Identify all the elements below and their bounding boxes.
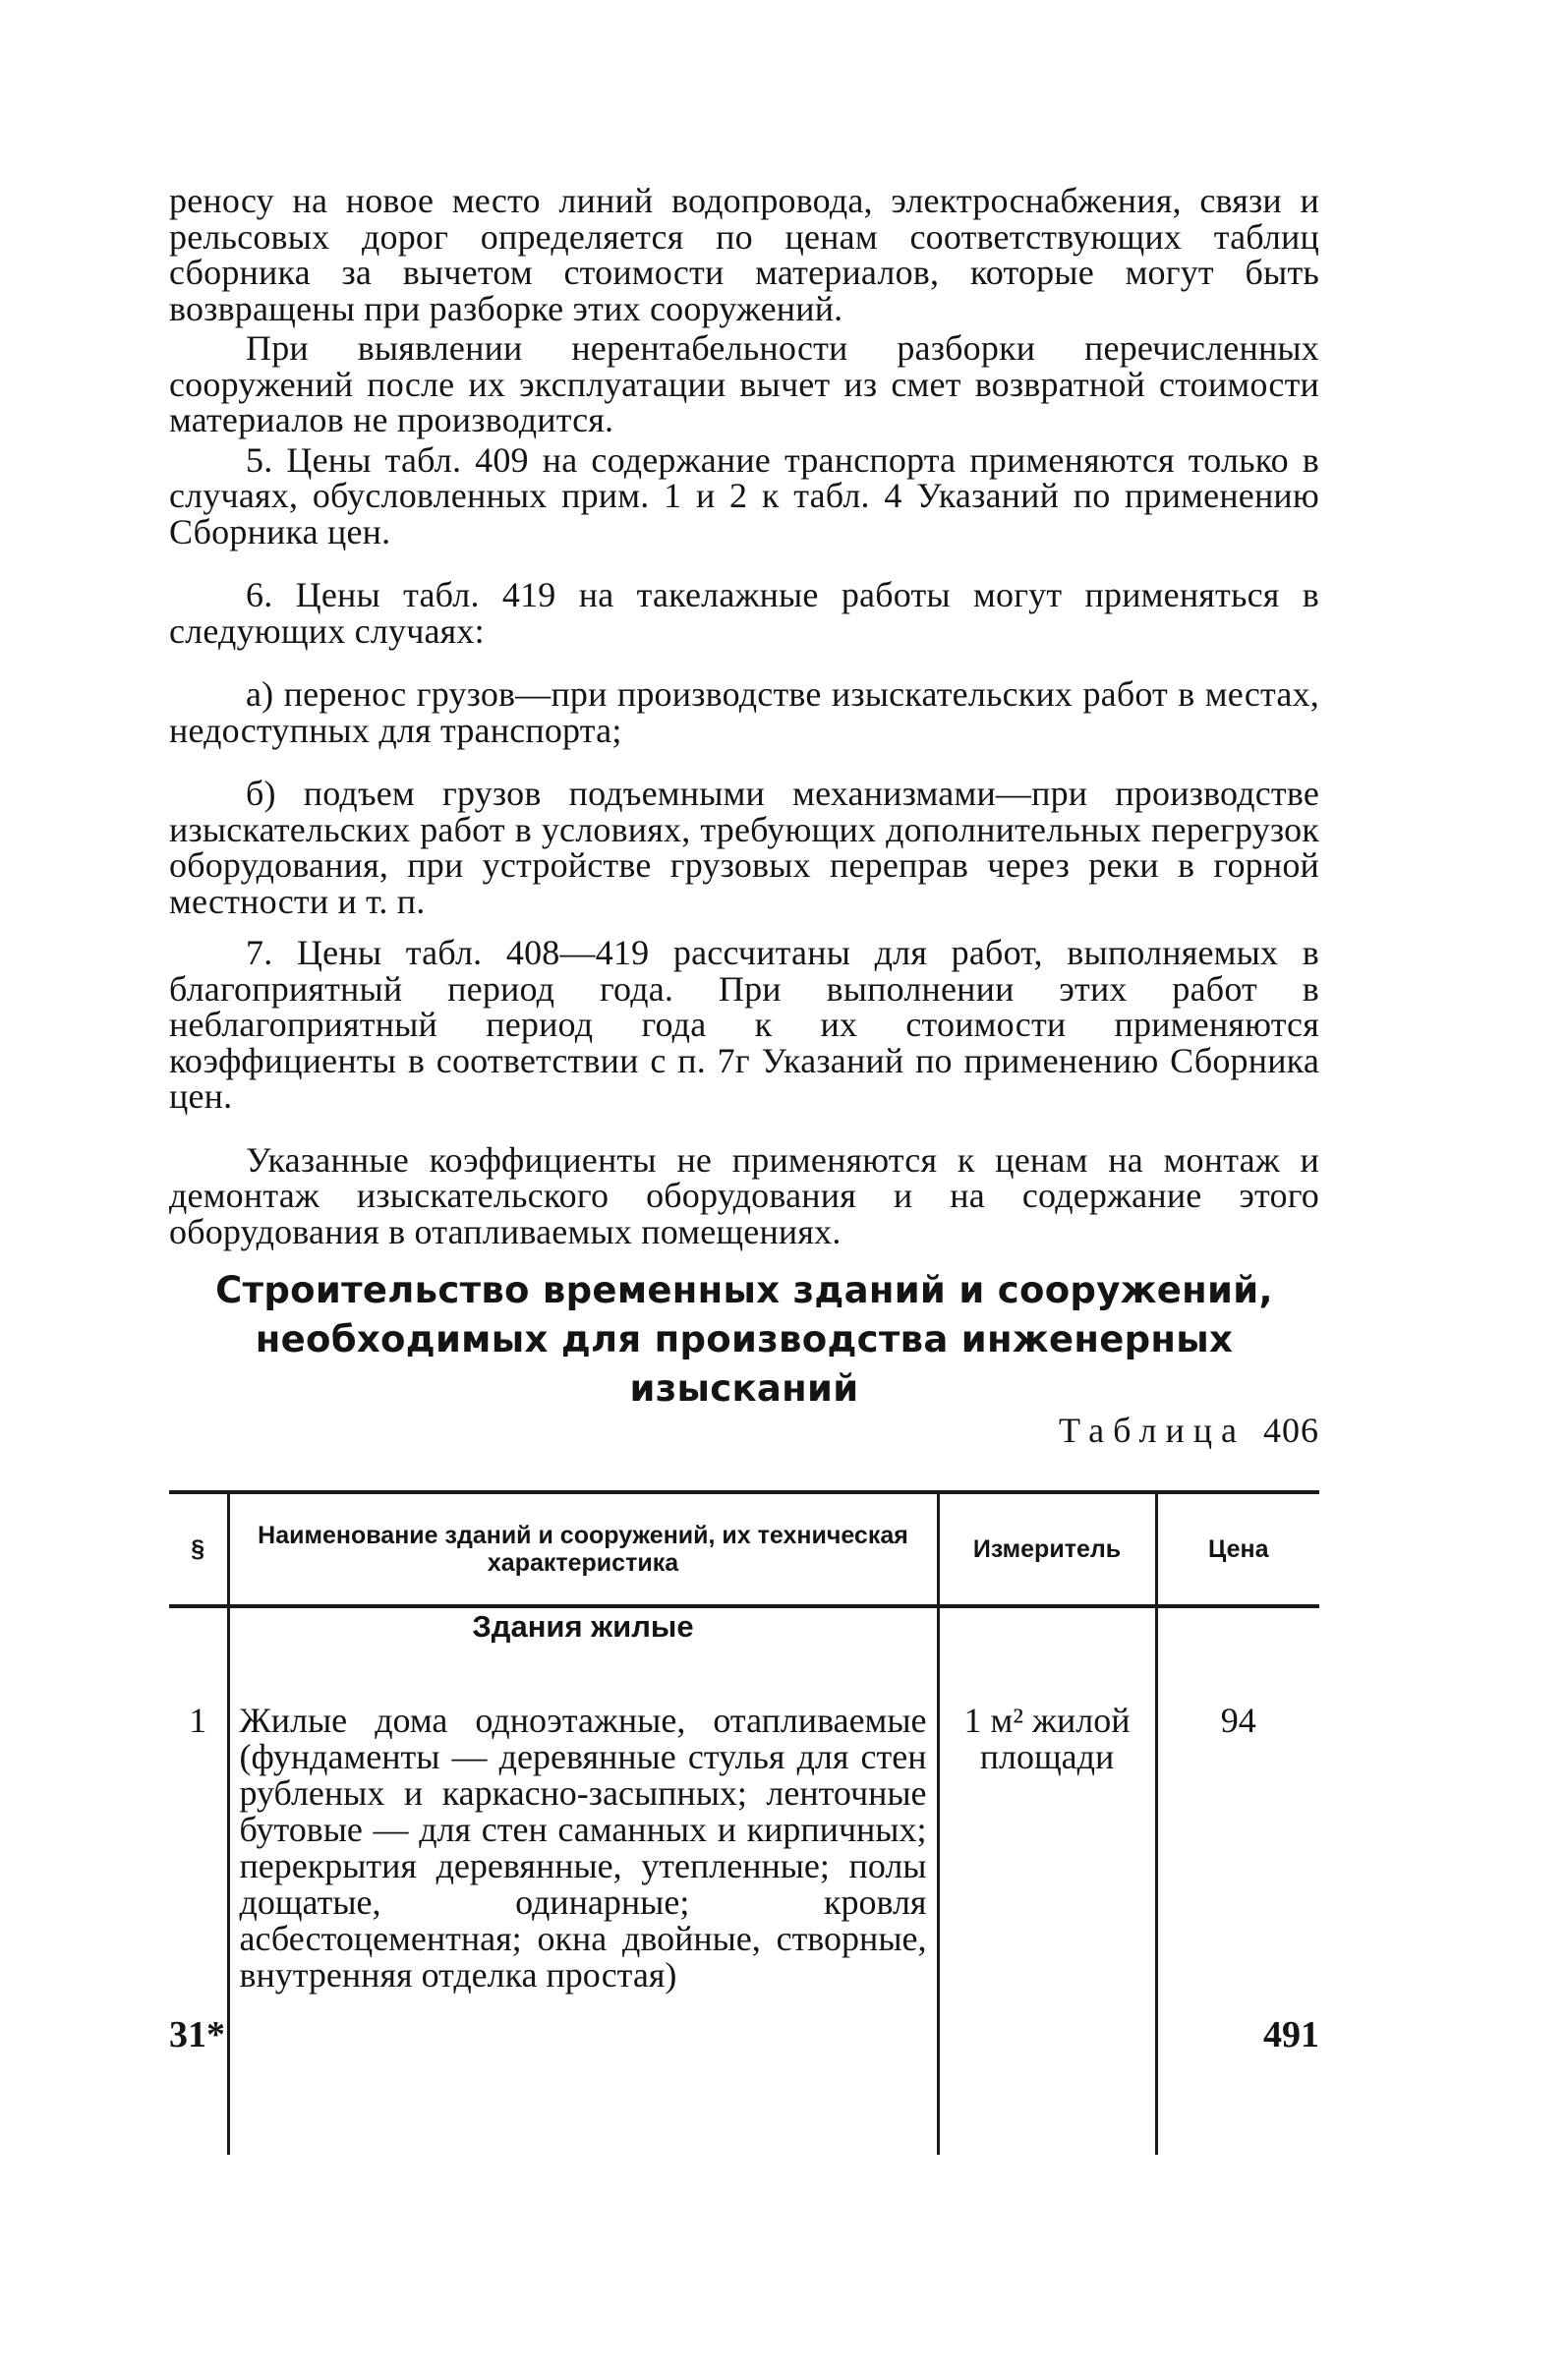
header-unit: Измеритель <box>938 1492 1156 1606</box>
row-section: 1 <box>189 1701 207 1740</box>
header-section: § <box>169 1492 228 1606</box>
group-cell-title <box>228 1606 938 1703</box>
section-title-line-1: Строительство временных зданий и сооружений, <box>215 1269 1273 1311</box>
footer-page-number: 491 <box>1263 2014 1319 2055</box>
group-row <box>169 1606 1319 1703</box>
table-label <box>1059 1410 1319 1451</box>
group-title: Здания жилые <box>472 1609 694 1644</box>
footer-signature: 31* <box>169 2014 225 2055</box>
paragraph-item-6: 6. Цены табл. 419 на такелажные работы могут применяться в следующих случаях: <box>169 575 1319 651</box>
group-cell-empty <box>938 1606 1156 1703</box>
paragraph-item-5: 5. Цены табл. 409 на содержание транспорта применяются только в случаях, обусловленных прим. 1 и 2 к табл. 4 Указаний по применению Сборника цен. <box>169 439 1319 551</box>
paragraph-unprofitable-dismantling: При выявлении нерентабельности разборки перечисленных сооружений после их эксплуатации вычет из смет возвратной стоимости материалов не производится. <box>169 328 1319 439</box>
section-title <box>169 1266 1319 1414</box>
table-header-row <box>169 1492 1319 1606</box>
table-row <box>169 1703 1319 2155</box>
table-label-word: Таблица <box>1059 1411 1246 1450</box>
price-table <box>169 1490 1319 2155</box>
group-cell-empty <box>169 1606 228 1703</box>
row-name: Жилые дома одноэтажные, отапливаемые (фундаменты — деревянные стулья для стен рубленых и каркасно-засыпных; ленточные бутовые — для стен саманных и кирпичных; перекрытия деревянные, утепленные; полы дощатые, одинарные; кровля асбестоцементная; окна двойные, створные, внутренняя отделка простая) <box>228 1703 938 2155</box>
paragraph-continuation: реносу на новое место линий водопровода, электроснабжения, связи и рельсовых дорог определяется по ценам соответствующих таблиц сборника за вычетом стоимости материалов, которые могут быть возвращены при разборке этих сооружений. <box>169 181 1319 328</box>
section-title-line-2: необходимых для производства инженерных изысканий <box>255 1318 1234 1410</box>
paragraph-item-6a: а) перенос грузов—при производстве изыскательских работ в местах, недоступных для транспорта; <box>169 674 1319 750</box>
table-label-number: 406 <box>1263 1411 1319 1450</box>
group-cell-empty <box>1156 1606 1319 1703</box>
paragraph-item-7: 7. Цены табл. 408—419 рассчитаны для работ, выполняемых в благоприятный период года. При выполнении этих работ в неблагоприятный период года к их стоимости применяются коэффициенты в соответствии с п. 7г Указаний по применению Сборника цен. <box>169 933 1319 1116</box>
header-name: Наименование зданий и сооружений, их техническая характеристика <box>228 1492 938 1606</box>
header-price: Цена <box>1156 1492 1319 1606</box>
paragraph-item-6b: б) подъем грузов подъемными механизмами—при производстве изыскательских работ в условиях, требующих дополнительных перегрузок оборудования, при устройстве грузовых переправ через реки в горной местности и т. п. <box>169 774 1319 921</box>
row-price: 94 <box>1156 1703 1319 2155</box>
paragraph-coefficients: Указанные коэффициенты не применяются к ценам на монтаж и демонтаж изыскательского оборудования и на содержание этого оборудования в отапливаемых помещениях. <box>169 1139 1319 1251</box>
row-unit: 1 м² жилой площади <box>938 1703 1156 2155</box>
page-body <box>169 181 1319 1995</box>
